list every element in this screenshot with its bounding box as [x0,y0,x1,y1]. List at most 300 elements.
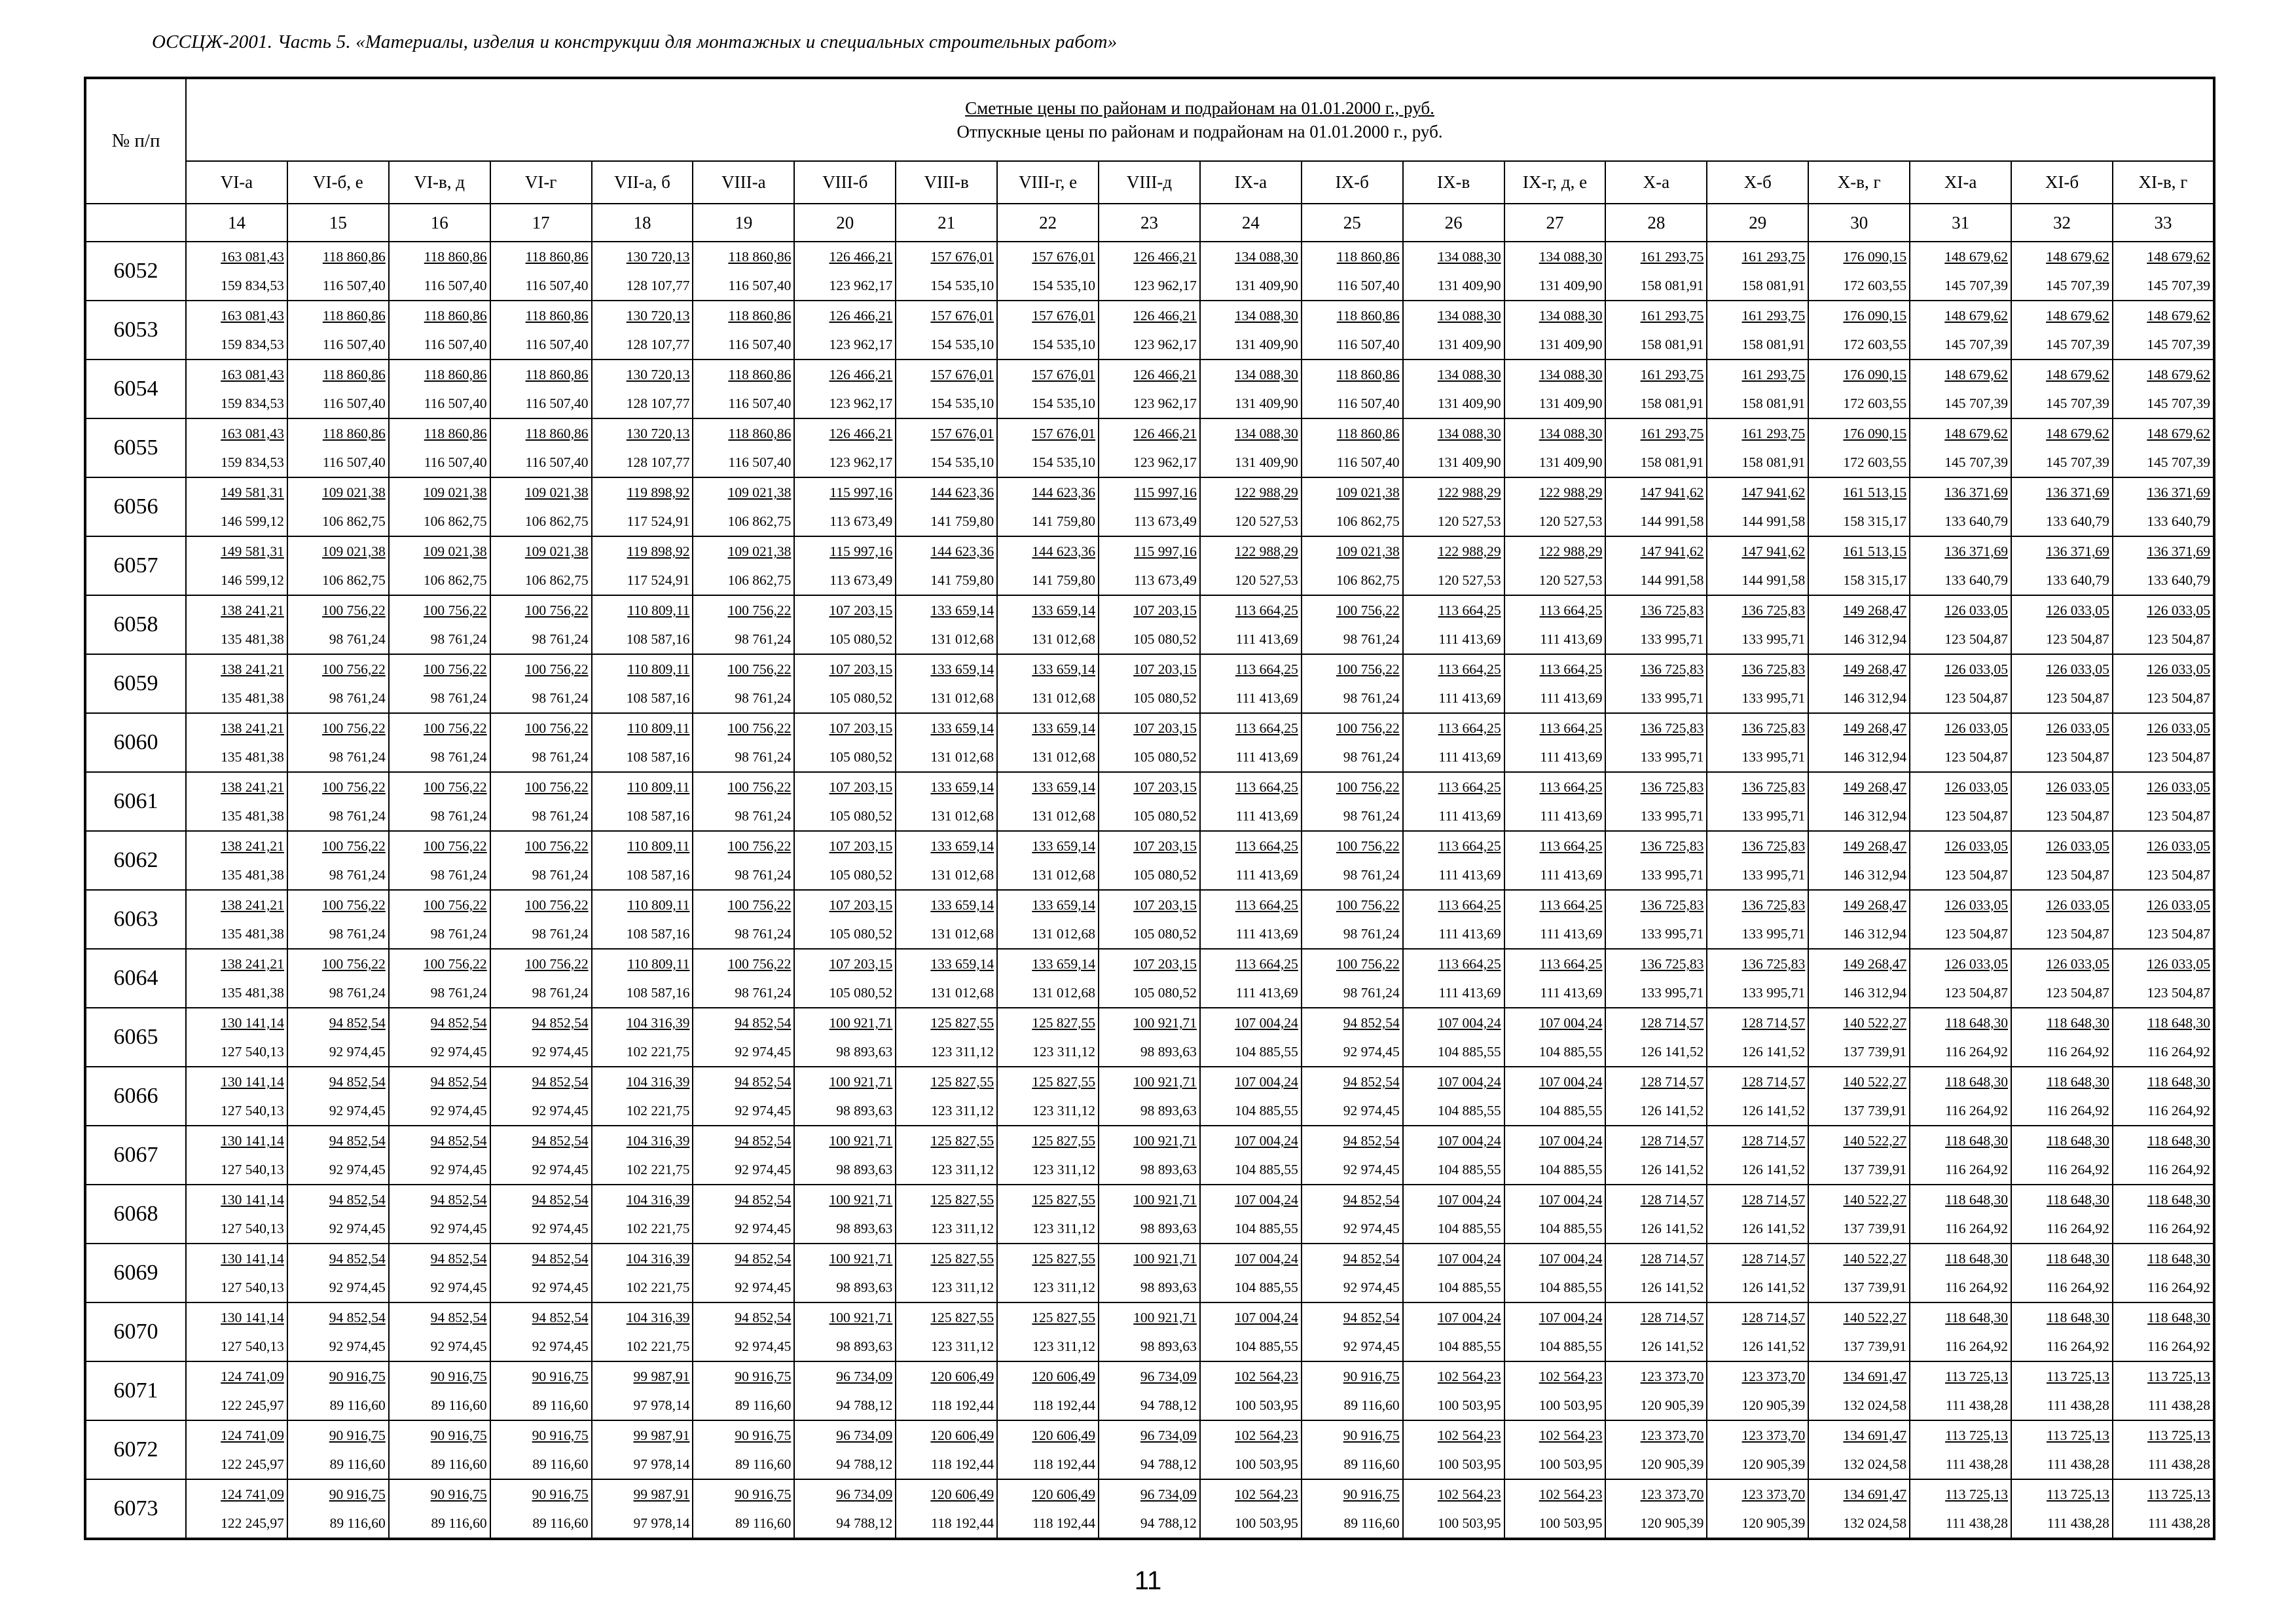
district-column-header: VI-г [490,161,592,204]
release-price: 98 761,24 [329,631,386,647]
release-price: 98 893,63 [836,1280,893,1295]
estimate-price: 96 734,09 [836,1486,893,1502]
estimate-price: 128 714,57 [1640,1015,1704,1031]
price-cell [1910,477,2011,536]
release-price: 127 540,13 [221,1162,284,1177]
estimate-price: 100 756,22 [423,897,487,913]
release-price: 106 862,75 [727,572,792,588]
estimate-price: 107 004,24 [1437,1310,1501,1325]
estimate-price: 100 921,71 [829,1074,893,1090]
estimate-price: 126 033,05 [2046,897,2109,913]
price-cell [1302,360,1403,418]
price-cell [186,1479,287,1539]
page-number: 11 [1134,1566,1162,1595]
price-cell [490,831,592,890]
release-price: 131 012,68 [930,749,994,765]
release-price: 102 221,75 [626,1162,690,1177]
release-price: 154 535,10 [1032,454,1096,470]
estimate-price: 130 720,13 [626,249,690,265]
price-cell [1910,949,2011,1008]
release-price: 116 507,40 [728,278,792,293]
release-price: 108 587,16 [626,985,690,1001]
price-cell [2113,713,2214,772]
estimate-price: 107 004,24 [1235,1015,1298,1031]
price-cell [896,1302,997,1361]
estimate-price: 90 916,75 [329,1369,386,1384]
estimate-price: 100 756,22 [727,602,792,618]
price-cell [1808,595,1910,654]
estimate-price: 94 852,54 [735,1015,792,1031]
release-price: 133 640,79 [2046,513,2109,529]
release-price: 154 535,10 [930,337,994,352]
release-price: 145 707,39 [2147,454,2210,470]
price-cell [896,654,997,713]
release-price: 131 409,90 [1437,454,1501,470]
release-price: 98 761,24 [1343,926,1400,942]
release-price: 89 116,60 [431,1397,487,1413]
price-cell [2113,1244,2214,1302]
price-cell [997,595,1099,654]
table-row [85,831,2214,890]
table-row [85,772,2214,831]
price-cell [1910,1479,2011,1539]
release-price: 120 905,39 [1640,1515,1704,1531]
price-cell [2011,418,2113,477]
release-price: 126 141,52 [1640,1044,1704,1060]
estimate-price: 128 714,57 [1741,1310,1806,1325]
price-cell [389,1302,490,1361]
release-price: 123 311,12 [931,1162,994,1177]
release-price: 131 409,90 [1539,278,1603,293]
release-price: 146 312,94 [1843,749,1907,765]
estimate-price: 100 921,71 [1133,1310,1197,1325]
price-cell [2011,713,2113,772]
price-cell [1808,301,1910,360]
price-cell [1099,1126,1200,1185]
price-cell [1707,1420,1808,1479]
estimate-price: 100 756,22 [524,661,589,677]
price-cell [1605,654,1707,713]
estimate-price: 107 004,24 [1539,1192,1603,1208]
price-cell [2113,301,2214,360]
estimate-price: 148 679,62 [2147,367,2210,382]
release-price: 116 264,92 [1945,1162,2009,1177]
price-cell [287,1067,389,1126]
release-price: 111 413,69 [1438,690,1501,706]
release-price: 131 409,90 [1235,454,1298,470]
estimate-price: 163 081,43 [221,367,284,382]
release-price: 118 192,44 [931,1515,994,1531]
price-cell [1605,242,1707,301]
price-cell [389,1361,490,1420]
estimate-price: 163 081,43 [221,249,284,265]
row-number-header: № п/п [85,78,186,204]
estimate-price: 94 852,54 [1343,1015,1400,1031]
price-cell [693,301,794,360]
estimate-price: 107 004,24 [1437,1074,1501,1090]
release-price: 100 503,95 [1437,1397,1501,1413]
release-price: 116 264,92 [2046,1338,2109,1354]
release-price: 133 640,79 [2147,513,2210,529]
price-cell [997,1302,1099,1361]
release-price: 111 413,69 [1235,808,1298,824]
price-cell [1200,418,1302,477]
estimate-price: 113 725,13 [2046,1486,2109,1502]
release-price: 133 995,71 [1741,808,1806,824]
price-cell [186,890,287,949]
price-cell [186,949,287,1008]
estimate-price: 94 852,54 [532,1015,589,1031]
price-cell [1200,595,1302,654]
estimate-price: 118 860,86 [1336,367,1400,382]
price-cell [1707,890,1808,949]
release-price: 92 974,45 [532,1221,589,1236]
price-cell [186,595,287,654]
release-price: 123 504,87 [2147,631,2210,647]
column-number: 19 [693,204,794,242]
estimate-price: 118 648,30 [2046,1015,2109,1031]
price-cell [2011,301,2113,360]
release-price: 126 141,52 [1640,1103,1704,1118]
table-row [85,1185,2214,1244]
release-price: 135 481,38 [221,749,284,765]
estimate-price: 109 021,38 [322,485,386,500]
estimate-price: 130 141,14 [221,1251,284,1266]
release-price: 98 893,63 [836,1103,893,1118]
price-cell [2113,360,2214,418]
release-price: 104 885,55 [1539,1103,1603,1118]
release-price: 105 080,52 [829,808,893,824]
price-cell [1200,1126,1302,1185]
price-cell [2011,360,2113,418]
release-price: 104 885,55 [1235,1103,1298,1118]
district-column-header: IX-в [1403,161,1504,204]
estimate-price: 125 827,55 [930,1133,994,1149]
release-price: 111 413,69 [1540,867,1603,883]
estimate-price: 96 734,09 [1140,1369,1197,1384]
release-price: 146 312,94 [1843,985,1907,1001]
estimate-price: 126 033,05 [2046,602,2109,618]
price-cell [1403,536,1504,595]
price-cell [693,360,794,418]
price-cell [1504,360,1606,418]
column-number: 31 [1910,204,2011,242]
estimate-price: 144 623,36 [930,544,994,559]
price-cell [1707,1244,1808,1302]
price-cell [997,1126,1099,1185]
estimate-price: 115 997,16 [1133,544,1197,559]
estimate-price: 94 852,54 [329,1074,386,1090]
release-price: 116 507,40 [728,337,792,352]
price-cell [693,1067,794,1126]
price-cell [186,713,287,772]
price-cell [1302,1067,1403,1126]
release-price: 135 481,38 [221,808,284,824]
estimate-price: 126 033,05 [2046,720,2109,736]
release-price: 146 312,94 [1843,926,1907,942]
estimate-price: 134 088,30 [1437,249,1501,265]
release-price: 98 893,63 [1140,1280,1197,1295]
release-price: 116 507,40 [728,454,792,470]
release-price: 128 107,77 [626,396,690,411]
price-cell [2011,772,2113,831]
release-price: 111 413,69 [1540,926,1603,942]
estimate-price: 90 916,75 [1343,1486,1400,1502]
price-cell [1200,772,1302,831]
price-cell [592,477,693,536]
price-cell [592,1420,693,1479]
estimate-price: 133 659,14 [930,661,994,677]
price-cell [186,1244,287,1302]
estimate-price: 94 852,54 [1343,1192,1400,1208]
estimate-price: 94 852,54 [329,1133,386,1149]
price-cell [490,595,592,654]
price-cell [2113,772,2214,831]
price-cell [1605,1302,1707,1361]
price-cell [1403,890,1504,949]
price-cell [186,418,287,477]
estimate-price: 118 860,86 [525,367,589,382]
release-price: 111 438,28 [1945,1397,2009,1413]
price-cell [1302,1126,1403,1185]
price-cell [794,301,896,360]
price-cell [287,477,389,536]
release-price: 113 673,49 [829,572,893,588]
estimate-price: 136 725,83 [1741,838,1806,854]
release-price: 116 264,92 [2147,1221,2210,1236]
price-cell [1099,654,1200,713]
price-cell [1605,360,1707,418]
estimate-price: 115 997,16 [1133,485,1197,500]
release-price: 98 761,24 [735,631,792,647]
price-cell [2011,831,2113,890]
price-cell [693,536,794,595]
estimate-price: 119 898,92 [627,485,690,500]
price-cell [2011,477,2113,536]
estimate-price: 136 725,83 [1640,838,1704,854]
release-price: 172 603,55 [1843,337,1907,352]
release-price: 141 759,80 [1032,513,1096,529]
price-cell [1099,418,1200,477]
release-price: 92 974,45 [532,1280,589,1295]
release-price: 105 080,52 [1133,808,1197,824]
price-cell [693,1420,794,1479]
release-price: 137 739,91 [1843,1221,1907,1236]
price-cell [1403,301,1504,360]
price-cell [1605,1479,1707,1539]
estimate-price: 94 852,54 [1343,1310,1400,1325]
price-cell [1099,1361,1200,1420]
release-price: 111 413,69 [1235,631,1298,647]
estimate-price: 94 852,54 [430,1251,487,1266]
table-row [85,1067,2214,1126]
district-column-header: VIII-д [1099,161,1200,204]
release-price: 104 885,55 [1235,1280,1298,1295]
price-cell [2011,1185,2113,1244]
price-cell [794,1008,896,1067]
release-price: 120 527,53 [1539,513,1603,529]
release-price: 133 640,79 [1944,572,2009,588]
price-cell [1200,1185,1302,1244]
price-cell [1707,654,1808,713]
estimate-price: 140 522,27 [1843,1192,1907,1208]
price-cell [1707,1008,1808,1067]
release-price: 123 311,12 [931,1221,994,1236]
price-cell [1403,654,1504,713]
price-cell [1808,536,1910,595]
column-number: 16 [389,204,490,242]
row-code: 6067 [85,1126,186,1185]
release-price: 127 540,13 [221,1221,284,1236]
estimate-price: 100 756,22 [524,720,589,736]
release-price: 98 761,24 [329,867,386,883]
estimate-price: 100 756,22 [423,956,487,972]
price-cell [1707,1185,1808,1244]
release-price: 108 587,16 [626,926,690,942]
release-price: 105 080,52 [1133,867,1197,883]
release-price: 123 962,17 [1133,454,1197,470]
release-price: 116 264,92 [1945,1103,2009,1118]
estimate-price: 161 293,75 [1640,249,1704,265]
estimate-price: 118 648,30 [2147,1251,2210,1266]
estimate-price: 119 898,92 [627,544,690,559]
district-column-header: IX-а [1200,161,1302,204]
release-price: 89 116,60 [431,1456,487,1472]
release-price: 137 739,91 [1843,1044,1907,1060]
estimate-price: 136 371,69 [2147,544,2210,559]
estimate-price: 100 921,71 [829,1015,893,1031]
release-price: 131 012,68 [930,808,994,824]
release-price: 108 587,16 [626,690,690,706]
release-price: 111 413,69 [1540,631,1603,647]
price-cell [186,831,287,890]
estimate-price: 136 725,83 [1741,897,1806,913]
release-price: 92 974,45 [329,1162,386,1177]
price-cell [389,301,490,360]
release-price: 98 893,63 [1140,1044,1197,1060]
estimate-price: 122 988,29 [1539,485,1603,500]
estimate-price: 100 756,22 [727,661,792,677]
estimate-price: 120 606,49 [930,1486,994,1502]
table-row [85,595,2214,654]
estimate-price: 126 033,05 [2147,661,2210,677]
estimate-price: 102 564,23 [1437,1486,1501,1502]
release-price: 98 761,24 [430,926,487,942]
price-cell [1200,890,1302,949]
estimate-price: 90 916,75 [735,1369,792,1384]
release-price: 104 885,55 [1437,1103,1501,1118]
release-price: 145 707,39 [2046,396,2109,411]
estimate-price: 118 860,86 [322,426,386,441]
estimate-price: 118 648,30 [2147,1133,2210,1149]
price-cell [2113,242,2214,301]
estimate-price: 102 564,23 [1235,1428,1298,1443]
estimate-price: 118 860,86 [322,249,386,265]
estimate-price: 118 860,86 [728,249,792,265]
release-price: 89 116,60 [329,1515,386,1531]
release-price: 116 264,92 [2147,1103,2210,1118]
price-cell [1605,477,1707,536]
price-table [84,77,2215,1540]
estimate-price: 118 648,30 [1945,1074,2009,1090]
release-price: 116 264,92 [2147,1044,2210,1060]
price-cell [287,1008,389,1067]
estimate-price: 134 088,30 [1539,308,1603,323]
release-price: 111 413,69 [1235,867,1298,883]
estimate-price: 125 827,55 [1032,1074,1096,1090]
estimate-price: 126 466,21 [829,308,893,323]
estimate-price: 125 827,55 [1032,1015,1096,1031]
price-cell [490,301,592,360]
release-price: 116 264,92 [2046,1103,2109,1118]
price-cell [1403,831,1504,890]
release-price: 92 974,45 [329,1280,386,1295]
release-price: 104 885,55 [1437,1338,1501,1354]
release-price: 111 413,69 [1235,985,1298,1001]
price-cell [1605,536,1707,595]
release-price: 98 761,24 [532,808,589,824]
price-cell [2113,1008,2214,1067]
estimate-price: 126 033,05 [2147,838,2210,854]
release-price: 102 221,75 [626,1338,690,1354]
table-row [85,1479,2214,1539]
estimate-price: 109 021,38 [423,544,487,559]
release-price: 120 905,39 [1741,1397,1806,1413]
estimate-price: 148 679,62 [2046,367,2109,382]
release-price: 98 761,24 [1343,690,1400,706]
release-price: 92 974,45 [735,1338,792,1354]
release-price: 94 788,12 [836,1515,893,1531]
estimate-price: 100 756,22 [1336,720,1400,736]
release-price: 123 311,12 [931,1280,994,1295]
release-price: 131 409,90 [1235,337,1298,352]
release-price: 100 503,95 [1235,1456,1298,1472]
release-price: 116 264,92 [1945,1280,2009,1295]
estimate-price: 126 033,05 [1944,838,2009,854]
estimate-price: 99 987,91 [633,1428,690,1443]
price-cell [186,1008,287,1067]
price-cell [287,713,389,772]
district-column-header: XI-а [1910,161,2011,204]
release-price: 98 761,24 [532,749,589,765]
release-price: 98 893,63 [836,1162,893,1177]
price-cell [592,1244,693,1302]
price-cell [1403,1361,1504,1420]
estimate-price: 125 827,55 [1032,1192,1096,1208]
estimate-price: 136 725,83 [1741,779,1806,795]
release-price: 100 503,95 [1437,1456,1501,1472]
release-price: 135 481,38 [221,926,284,942]
release-price: 116 264,92 [2147,1338,2210,1354]
estimate-price: 144 623,36 [1032,544,1096,559]
price-cell [1099,1008,1200,1067]
price-cell [896,1185,997,1244]
price-cell [1808,1126,1910,1185]
estimate-price: 118 860,86 [424,308,487,323]
release-price: 113 673,49 [829,513,893,529]
price-cell [896,418,997,477]
price-cell [389,890,490,949]
column-number-empty [85,204,186,242]
price-cell [896,477,997,536]
release-price: 105 080,52 [1133,749,1197,765]
column-number: 20 [794,204,896,242]
release-price: 133 995,71 [1640,749,1704,765]
price-cell [1605,1185,1707,1244]
estimate-price: 122 988,29 [1539,544,1603,559]
district-column-header: XI-в, г [2113,161,2214,204]
row-code: 6056 [85,477,186,536]
